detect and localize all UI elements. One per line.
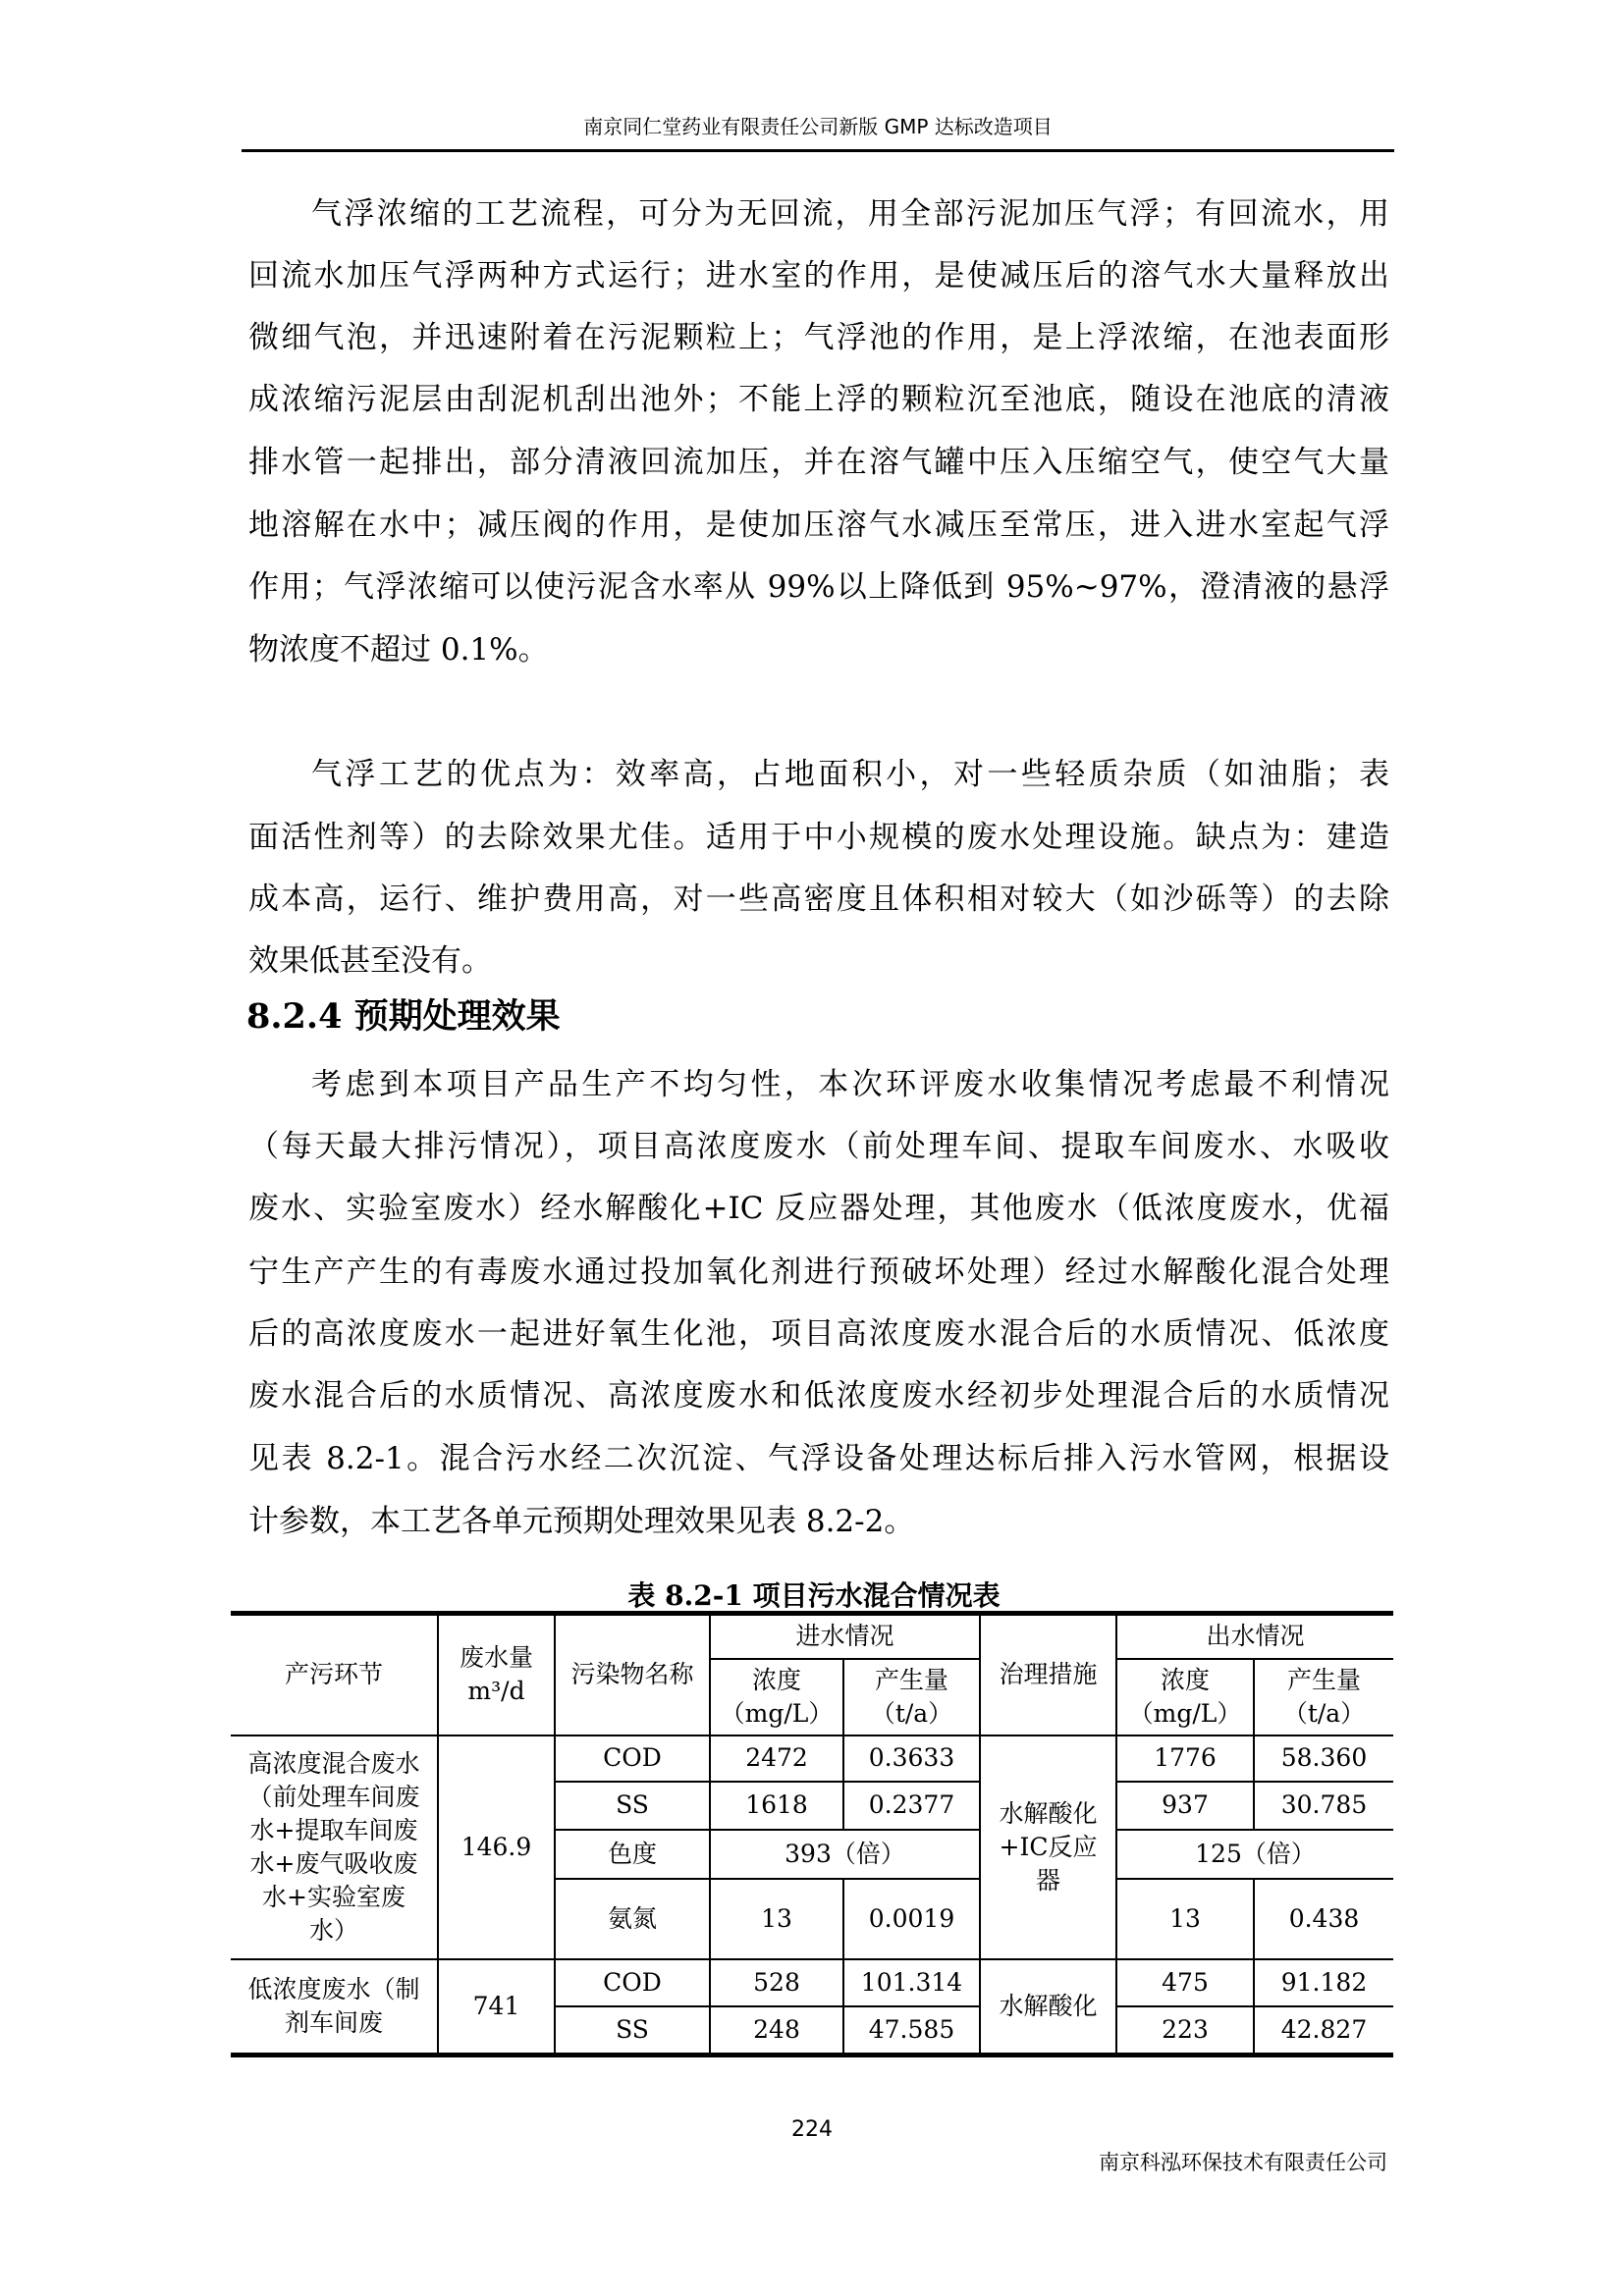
cell-in-conc: 2472 — [710, 1735, 843, 1782]
cell-treatment: 水解酸化 — [980, 1959, 1116, 2056]
paragraph-3-line: 废水、实验室废水）经水解酸化+IC 反应器处理，其他废水（低浓度废水，优福 — [248, 1191, 1389, 1226]
cell-pollutant: COD — [555, 1735, 710, 1782]
cell-source: 高浓度混合废水（前处理车间废水+提取车间废水+废气吸收废水+实验室废水） — [231, 1735, 438, 1959]
cell-out-amount: 0.438 — [1254, 1879, 1393, 1959]
paragraph-1-line: 成浓缩污泥层由刮泥机刮出池外；不能上浮的颗粒沉至池底，随设在池底的清液 — [248, 382, 1389, 417]
cell-pollutant: SS — [555, 1782, 710, 1830]
section-heading: 8.2.4 预期处理效果 — [246, 996, 561, 1037]
header-in-amount: 产生量 （t/a） — [843, 1659, 980, 1735]
table-row — [231, 1959, 1393, 2006]
paragraph-2-line: 气浮工艺的优点为：效率高，占地面积小，对一些轻质杂质（如油脂；表 — [311, 757, 1389, 792]
table-row — [231, 1735, 1393, 1782]
cell-in-conc: 1618 — [710, 1782, 843, 1830]
cell-in-conc: 248 — [710, 2006, 843, 2056]
table-caption: 表 8.2-1 项目污水混合情况表 — [627, 1579, 1001, 1612]
paragraph-3-line: 考虑到本项目产品生产不均匀性，本次环评废水收集情况考虑最不利情况 — [311, 1067, 1389, 1102]
cell-source: 低浓度废水（制剂车间废 — [231, 1959, 438, 2056]
paragraph-3-line: 见表 8.2-1。混合污水经二次沉淀、气浮设备处理达标后排入污水管网，根据设 — [248, 1441, 1389, 1476]
paragraph-1-line: 微细气泡，并迅速附着在污泥颗粒上；气浮池的作用，是上浮浓缩，在池表面形 — [248, 320, 1389, 355]
header-source: 产污环节 — [231, 1614, 438, 1735]
cell-volume: 146.9 — [438, 1735, 555, 1959]
cell-out-amount: 42.827 — [1254, 2006, 1393, 2056]
cell-out-amount: 30.785 — [1254, 1782, 1393, 1830]
cell-in-conc: 528 — [710, 1959, 843, 2006]
cell-in-merged: 393（倍） — [710, 1830, 980, 1879]
paragraph-1-line: 排水管一起排出，部分清液回流加压，并在溶气罐中压入压缩空气，使空气大量 — [248, 445, 1389, 480]
paragraph-1-line: 地溶解在水中；减压阀的作用，是使加压溶气水减压至常压，进入进水室起气浮 — [248, 507, 1389, 543]
header-out-amount: 产生量 （t/a） — [1254, 1659, 1393, 1735]
paragraph-3-line: 后的高浓度废水一起进好氧生化池，项目高浓度废水混合后的水质情况、低浓度 — [248, 1316, 1389, 1352]
header-pollutant: 污染物名称 — [555, 1614, 710, 1735]
header-treatment: 治理措施 — [980, 1614, 1116, 1735]
cell-volume: 741 — [438, 1959, 555, 2056]
paragraph-1-line: 气浮浓缩的工艺流程，可分为无回流，用全部污泥加压气浮；有回流水，用 — [311, 196, 1389, 232]
cell-in-amount: 0.2377 — [843, 1782, 980, 1830]
paragraph-1-line: 物浓度不超过 0.1%。 — [248, 632, 549, 667]
paragraph-3-line: （每天最大排污情况），项目高浓度废水（前处理车间、提取车间废水、水吸收 — [248, 1129, 1389, 1164]
cell-pollutant: SS — [555, 2006, 710, 2056]
paragraph-2-line: 效果低甚至没有。 — [248, 943, 492, 979]
cell-out-conc: 937 — [1116, 1782, 1254, 1830]
cell-pollutant: 色度 — [555, 1830, 710, 1879]
paragraph-1-line: 作用；气浮浓缩可以使污泥含水率从 99%以上降低到 95%~97%，澄清液的悬浮 — [248, 569, 1389, 605]
cell-out-conc: 1776 — [1116, 1735, 1254, 1782]
footer-company: 南京科泓环保技术有限责任公司 — [1099, 2151, 1387, 2174]
paragraph-1-line: 回流水加压气浮两种方式运行；进水室的作用，是使减压后的溶气水大量释放出 — [248, 258, 1389, 294]
paragraph-3-line: 计参数，本工艺各单元预期处理效果见表 8.2-2。 — [248, 1504, 915, 1539]
cell-out-conc: 223 — [1116, 2006, 1254, 2056]
wastewater-mixing-table — [231, 1611, 1393, 2057]
paragraph-3-line: 废水混合后的水质情况、高浓度废水和低浓度废水经初步处理混合后的水质情况 — [248, 1378, 1389, 1414]
cell-out-conc: 13 — [1116, 1879, 1254, 1959]
header-in-conc: 浓度 （mg/L） — [710, 1659, 843, 1735]
cell-out-conc: 475 — [1116, 1959, 1254, 2006]
cell-in-amount: 47.585 — [843, 2006, 980, 2056]
header-volume: 废水量 m³/d — [438, 1614, 555, 1735]
header-rule — [242, 149, 1394, 152]
cell-out-merged: 125（倍） — [1116, 1830, 1393, 1879]
paragraph-2-line: 面活性剂等）的去除效果尤佳。适用于中小规模的废水处理设施。缺点为：建造 — [248, 820, 1389, 855]
cell-in-amount: 101.314 — [843, 1959, 980, 2006]
cell-out-amount: 58.360 — [1254, 1735, 1393, 1782]
header-out-conc: 浓度 （mg/L） — [1116, 1659, 1254, 1735]
paragraph-3-line: 宁生产产生的有毒废水通过投加氧化剂进行预破坏处理）经过水解酸化混合处理 — [248, 1255, 1389, 1290]
header-outflow: 出水情况 — [1116, 1614, 1393, 1659]
cell-pollutant: 氨氮 — [555, 1879, 710, 1959]
page-number: 224 — [791, 2117, 833, 2142]
cell-in-amount: 0.3633 — [843, 1735, 980, 1782]
cell-treatment: 水解酸化+IC反应器 — [980, 1735, 1116, 1959]
header-inflow: 进水情况 — [710, 1614, 980, 1659]
paragraph-2-line: 成本高，运行、维护费用高，对一些高密度且体积相对较大（如沙砾等）的去除 — [248, 881, 1389, 917]
cell-out-amount: 91.182 — [1254, 1959, 1393, 2006]
cell-in-conc: 13 — [710, 1879, 843, 1959]
cell-in-amount: 0.0019 — [843, 1879, 980, 1959]
cell-pollutant: COD — [555, 1959, 710, 2006]
running-header: 南京同仁堂药业有限责任公司新版 GMP 达标改造项目 — [583, 115, 1053, 138]
